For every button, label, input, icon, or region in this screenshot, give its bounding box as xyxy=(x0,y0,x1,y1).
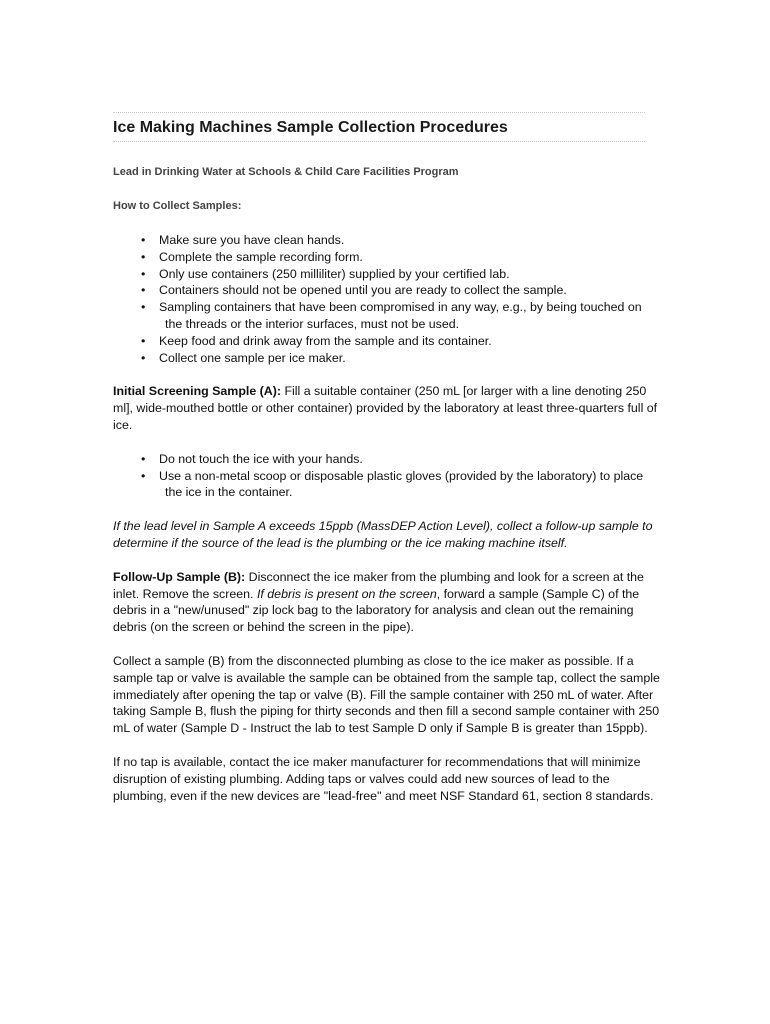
ice-handling-list xyxy=(113,451,661,501)
document-body xyxy=(113,232,661,804)
initial-screening-paragraph xyxy=(113,383,661,433)
no-tap-paragraph: If no tap is available, contact the ice maker manufacturer for recommendations that will minimize disruption of existing plumbing. Adding taps or valves could add new sources of lead to the plumbing, even if the new devices are "lead-free" and meet NSF Standard 61, section 8 standards. xyxy=(113,754,654,803)
how-to-heading: How to Collect Samples: xyxy=(113,200,242,212)
action-level-note xyxy=(113,518,661,552)
program-subtitle: Lead in Drinking Water at Schools & Child Care Facilities Program xyxy=(113,166,459,178)
list-item-line: Sampling containers that have been compromised in any way, e.g., by being touched on xyxy=(159,300,642,315)
list-item-continuation: the threads or the interior surfaces, must not be used. xyxy=(165,316,460,331)
list-item xyxy=(113,299,661,333)
list-item: • Containers should not be opened until you are ready to collect the sample. xyxy=(113,282,661,299)
follow-up-text: Disconnect the ice maker from the plumbing and look for a screen at the inlet. Remove the screen. xyxy=(113,569,644,601)
list-item: • Collect one sample per ice maker. xyxy=(113,350,661,367)
list-item: • Only use containers (250 milliliter) supplied by your certified lab. xyxy=(113,266,661,283)
follow-up-text-continued: , forward a sample (Sample C) of the debris in a "new/unused" zip lock bag to the laboratory for analysis and clean out the remaining debris (on the screen or behind the screen in the pipe). xyxy=(113,586,640,635)
top-divider xyxy=(113,112,645,113)
follow-up-paragraph xyxy=(113,569,661,636)
follow-up-debris-emphasis: If debris is present on the screen xyxy=(256,586,437,601)
collection-steps-list xyxy=(113,232,661,366)
action-level-note-text: If the lead level in Sample A exceeds 15ppb (MassDEP Action Level), collect a follow-up sample to determine if the source of the lead is the plumbing or the ice making machine itself. xyxy=(113,519,653,550)
list-item-continuation: the ice in the container. xyxy=(165,485,293,500)
list-item: • Complete the sample recording form. xyxy=(113,249,661,266)
list-item: • Keep food and drink away from the sample and its container. xyxy=(113,333,661,350)
page-title: Ice Making Machines Sample Collection Procedures xyxy=(113,119,508,136)
follow-up-label: Follow-Up Sample (B): xyxy=(113,569,246,584)
initial-screening-text: Fill a suitable container (250 mL [or larger with a line denoting 250 ml], wide-mouthed bottle or other container) provided by the laboratory at least three-quarters full of ice. xyxy=(113,384,658,432)
list-item: • Make sure you have clean hands. xyxy=(113,232,661,249)
list-item: • Do not touch the ice with your hands. xyxy=(113,451,661,468)
initial-screening-label: Initial Screening Sample (A): xyxy=(113,384,281,399)
list-item xyxy=(113,468,661,502)
list-item-line: Use a non-metal scoop or disposable plastic gloves (provided by the laboratory) to place xyxy=(159,468,644,483)
collect-sample-paragraph: Collect a sample (B) from the disconnected plumbing as close to the ice maker as possible. If a sample tap or valve is available the sample can be obtained from the sample tap, collect the sample immediately after opening the tap or valve (B). Fill the sample container with 250 mL of water. After taking Sample B, flush the piping for thirty seconds and then fill a second sample container with 250 mL of water (Sample D - Instruct the lab to test Sample D only if Sample B is greater than 15ppb). xyxy=(113,653,660,736)
title-divider xyxy=(113,141,645,142)
